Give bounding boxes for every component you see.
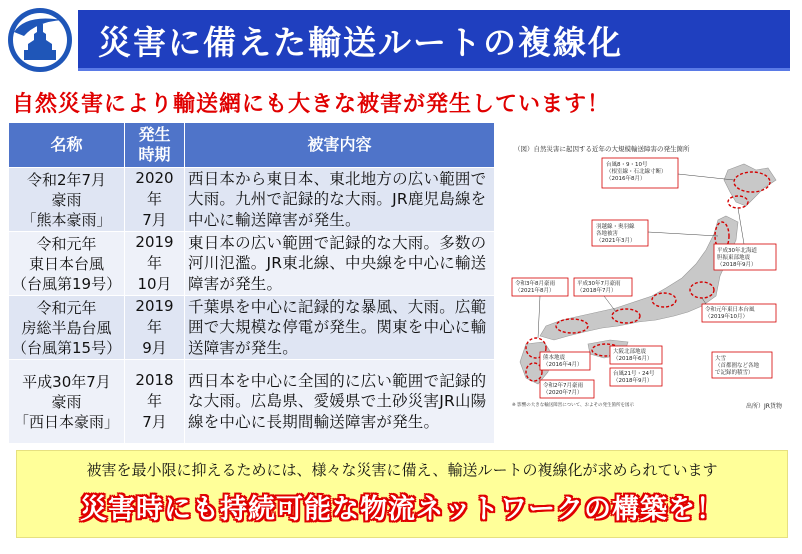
title-bar (78, 10, 790, 71)
map-callout-label: 平成30年北海道胆振東部地震（2018年9月） (717, 248, 757, 268)
disaster-damage: 西日本から東日本、東北地方の広い範囲で大雨。九州で記録的な大雨。JR鹿児島線を中心に輸送障害が発生。 (185, 168, 495, 232)
table-row (9, 168, 495, 232)
ministry-logo (6, 6, 74, 74)
callout-leader (648, 232, 718, 236)
map-callout-label: 羽越線・奥羽線各地被害（2021年3月） (596, 224, 636, 244)
map-callout-label: 令和2年7月豪雨（2020年7月） (543, 383, 583, 396)
table-row (9, 232, 495, 296)
map-callout-label: 令和3年8月豪雨（2021年8月） (515, 281, 555, 294)
disaster-date: 2019年 9月 (125, 296, 185, 360)
header-damage: 被害内容 (185, 123, 495, 168)
disaster-damage: 東日本の広い範囲で記録的な大雨。多数の河川氾濫。JR東北線、中央線を中心に輸送障害が発生。 (185, 232, 495, 296)
disaster-map-figure (506, 140, 792, 420)
callout-leader (538, 296, 540, 338)
japan-map (506, 140, 792, 420)
alert-subtitle: 自然災害により輸送網にも大きな被害が発生しています！ (12, 92, 611, 117)
logo-emblem-icon (6, 6, 74, 74)
table-row (9, 360, 495, 444)
header-period-label: 発生時期 (138, 125, 171, 164)
map-callout-label: 大阪北部地震（2018年6月） (613, 349, 653, 362)
map-heading: （図）自然災害に起因する近年の大規模輸送障害の発生箇所 (514, 145, 690, 153)
header-period (125, 123, 185, 168)
header-name: 名称 (9, 123, 125, 168)
map-callout-label: 台風8・9・10号（根室線・石北線寸断）（2016年8月） (606, 162, 667, 182)
disaster-name: 令和元年 東日本台風 （台風第19号） (9, 232, 125, 296)
disaster-date: 2018年 7月 (125, 360, 185, 444)
callout-leader (738, 208, 744, 244)
disaster-date: 2019年 10月 (125, 232, 185, 296)
disaster-name: 令和2年7月 豪雨 「熊本豪雨」 (9, 168, 125, 232)
page-title: 災害に備えた輸送ルートの複線化 (98, 23, 623, 62)
summary-box (16, 450, 788, 538)
map-callout-label: 平成30年7月豪雨（2018年7月） (577, 281, 621, 294)
disaster-damage: 西日本を中心に全国的に広い範囲で記録的な大雨。広島県、愛媛県で土砂災害JR山陽線を中心に長期間輸送障害が発生。 (185, 360, 495, 444)
map-callout-label: 熊本地震（2016年4月） (543, 355, 583, 368)
disaster-table (8, 122, 495, 444)
map-footnote: ※ 影響の大きな輸送障害について、およその発生箇所を図示 (512, 403, 635, 408)
disaster-name: 平成30年7月 豪雨 「西日本豪雨」 (9, 360, 125, 444)
table-header-row (9, 123, 495, 168)
hokkaido-shape (724, 164, 776, 206)
map-source: 出所）JR貨物 (746, 403, 782, 410)
disaster-date: 2020年 7月 (125, 168, 185, 232)
disaster-name: 令和元年 房総半島台風 （台風第15号） (9, 296, 125, 360)
map-callout-label: 台風21号・24号（2018年9月） (613, 371, 655, 384)
map-callout-label: 大雪（首都圏など各地で記録的積雪） (715, 356, 760, 376)
map-callout-label: 令和元年東日本台風（2019年10月） (705, 307, 755, 320)
summary-slogan: 災害時にも持続可能な物流ネットワークの構築を！ (80, 494, 724, 525)
disaster-damage: 千葉県を中心に記録的な暴風、大雨。広範囲で大規模な停電が発生。関東を中心に輸送障害が発生。 (185, 296, 495, 360)
summary-note: 被害を最小限に抑えるためには、様々な災害に備え、輸送ルートの複線化が求められています (86, 461, 718, 479)
table-row (9, 296, 495, 360)
